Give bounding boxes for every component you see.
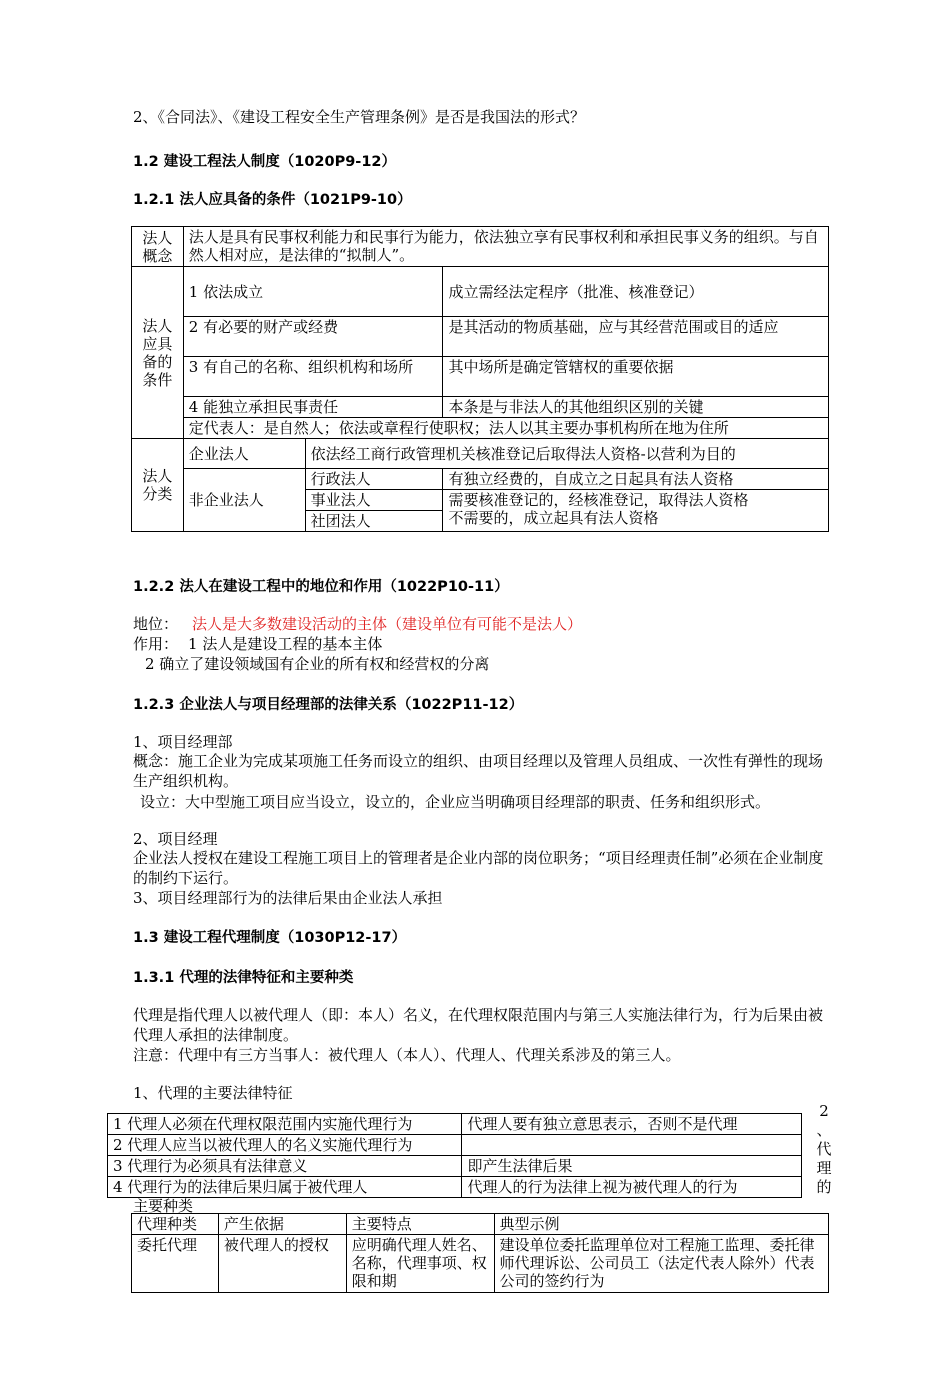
row-feature: 应明确代理人姓名、名称，代理事项、权限和期 xyxy=(346,1235,494,1293)
pm-dept-concept: 概念：施工企业为完成某项施工任务而设立的组织、由项目经理以及管理人员组成、一次性有弹性的现场生产组织机构。 xyxy=(133,752,824,790)
heading-1-2: 1.2 建设工程法人制度（1020P9-12） xyxy=(133,154,397,170)
subtype-desc: 需要核准登记的，经核准登记，取得法人资格 xyxy=(448,491,749,509)
subtype-desc: 不需要的，成立起具有法人资格 xyxy=(448,509,659,527)
pm-consequence: 3、项目经理部行为的法律后果由企业法人承担 xyxy=(133,889,443,907)
subtype-name: 事业法人 xyxy=(305,490,443,511)
feature-a: 3 代理行为必须具有法律意义 xyxy=(108,1156,462,1177)
header-example: 典型示例 xyxy=(494,1214,829,1235)
side-char: 理 xyxy=(816,1159,832,1177)
heading-1-3-1: 1.3.1 代理的法律特征和主要种类 xyxy=(133,970,354,986)
status-text: 法人是大多数建设活动的主体（建设单位有可能不是法人） xyxy=(192,615,583,633)
condition-item: 4 能独立承担民事责任 xyxy=(183,397,443,418)
condition-desc: 是其活动的物质基础，应与其经营范围或目的适应 xyxy=(443,317,829,357)
pm-text: 企业法人授权在建设工程施工项目上的管理者是企业内部的岗位职务；“项目经理责任制”必须在企业制度的制约下运行。 xyxy=(133,849,824,887)
feature-a: 4 代理行为的法律后果归属于被代理人 xyxy=(108,1177,462,1198)
feature-b xyxy=(462,1135,802,1156)
role-line xyxy=(133,633,382,654)
status-label: 地位： xyxy=(133,615,179,633)
side-char: 代 xyxy=(816,1140,832,1158)
heading-1-3: 1.3 建设工程代理制度（1030P12-17） xyxy=(133,930,407,946)
condition-desc: 本条是与非法人的其他组织区别的关键 xyxy=(443,397,829,418)
header-basis: 产生依据 xyxy=(218,1214,346,1235)
row-example: 建设单位委托监理单位对工程施工监理、委托律师代理诉讼、公司员工（法定代表人除外）代表公司的签约行为 xyxy=(494,1235,829,1293)
class-label: 法人分类 xyxy=(132,439,184,532)
pm-title: 2、项目经理 xyxy=(133,830,218,848)
heading-1-2-3: 1.2.3 企业法人与项目经理部的法律关系（1022P11-12） xyxy=(133,697,524,713)
side-vertical-text xyxy=(814,1102,834,1197)
subtype-desc-merged xyxy=(443,490,829,532)
question-2: 2、《合同法》、《建设工程安全生产管理条例》是否是我国法的形式？ xyxy=(133,108,586,126)
side-char: 、 xyxy=(816,1121,832,1139)
subtype-name: 行政法人 xyxy=(305,469,443,490)
agency-types-table xyxy=(131,1213,829,1293)
side-char: 2 xyxy=(819,1102,829,1120)
legal-person-table xyxy=(131,226,829,532)
feature-b: 即产生法律后果 xyxy=(462,1156,802,1177)
concept-text: 法人是具有民事权利能力和民事行为能力，依法独立享有民事权利和承担民事义务的组织。与自然人相对应，是法律的“拟制人”。 xyxy=(183,227,828,267)
feature-b: 代理人要有独立意思表示，否则不是代理 xyxy=(462,1114,802,1135)
header-feature: 主要特点 xyxy=(346,1214,494,1235)
concept-label: 法人概念 xyxy=(132,227,184,267)
non-enterprise-label: 非企业法人 xyxy=(183,469,305,532)
feature-a: 1 代理人必须在代理权限范围内实施代理行为 xyxy=(108,1114,462,1135)
features-title: 1、代理的主要法律特征 xyxy=(133,1084,293,1102)
role-label: 作用： xyxy=(133,635,179,653)
enterprise-desc: 依法经工商行政管理机关核准登记后取得法人资格-以营利为目的 xyxy=(305,439,828,469)
row-basis: 被代理人的授权 xyxy=(218,1235,346,1293)
conditions-label: 法人应具备的条件 xyxy=(132,267,184,439)
role-1: 1 法人是建设工程的基本主体 xyxy=(188,635,383,653)
heading-1-2-1: 1.2.1 法人应具备的条件（1021P9-10） xyxy=(133,192,412,208)
side-char: 的 xyxy=(816,1178,832,1196)
condition-item: 3 有自己的名称、组织机构和场所 xyxy=(183,357,443,397)
enterprise-label: 企业法人 xyxy=(183,439,305,469)
condition-item: 1 依法成立 xyxy=(183,267,443,317)
condition-item: 2 有必要的财产或经费 xyxy=(183,317,443,357)
features-table xyxy=(107,1113,802,1198)
agency-definition: 代理是指代理人以被代理人（即：本人）名义，在代理权限范围内与第三人实施法律行为，行为后果由被代理人承担的法律制度。 xyxy=(133,1006,824,1044)
header-type: 代理种类 xyxy=(132,1214,219,1235)
pm-dept-setup: 设立：大中型施工项目应当设立，设立的，企业应当明确项目经理部的职责、任务和组织形式。 xyxy=(140,793,771,811)
types-title: 主要种类 xyxy=(133,1197,194,1215)
role-2: 2 确立了建设领域国有企业的所有权和经营权的分离 xyxy=(145,655,490,673)
feature-a: 2 代理人应当以被代理人的名义实施代理行为 xyxy=(108,1135,462,1156)
pm-dept-title: 1、项目经理部 xyxy=(133,733,233,751)
feature-b: 代理人的行为法律上视为被代理人的行为 xyxy=(462,1177,802,1198)
agency-note: 注意：代理中有三方当事人：被代理人（本人）、代理人、代理关系涉及的第三人。 xyxy=(133,1046,681,1064)
condition-desc: 其中场所是确定管辖权的重要依据 xyxy=(443,357,829,397)
row-type: 委托代理 xyxy=(132,1235,219,1293)
status-line xyxy=(133,613,582,634)
subtype-name: 社团法人 xyxy=(305,511,443,532)
heading-1-2-2: 1.2.2 法人在建设工程中的地位和作用（1022P10-11） xyxy=(133,579,509,595)
subtype-desc: 有独立经费的，自成立之日起具有法人资格 xyxy=(443,469,829,490)
condition-desc: 成立需经法定程序（批准、核准登记） xyxy=(443,267,829,317)
legal-rep-row: 定代表人：是自然人；依法或章程行使职权；法人以其主要办事机构所在地为住所 xyxy=(183,418,828,439)
